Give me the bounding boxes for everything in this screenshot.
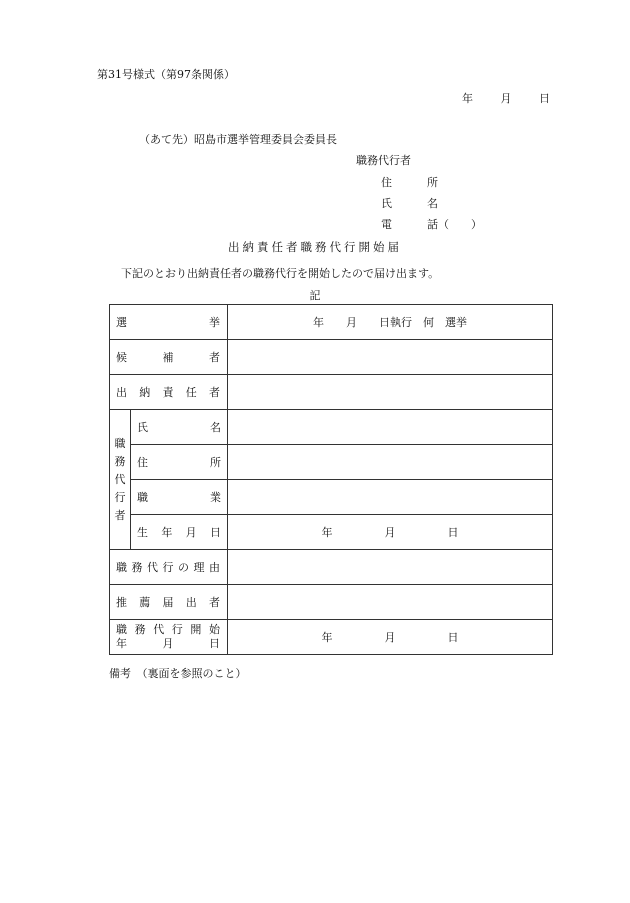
recommender-label-2: 薦	[139, 596, 151, 609]
recommender-value[interactable]	[228, 585, 553, 620]
row-agent-occupation	[110, 480, 553, 515]
start-label-6: 始	[208, 623, 220, 636]
recommender-label	[110, 585, 228, 620]
treasurer-label-3: 責	[162, 386, 174, 399]
candidate-label-3: 者	[209, 351, 220, 364]
reason-label	[110, 550, 228, 585]
date-day: 日	[539, 92, 550, 105]
election-label-1: 選	[116, 316, 127, 329]
row-candidate	[110, 340, 553, 375]
election-label-2: 挙	[209, 316, 220, 329]
agent-address-value[interactable]	[228, 445, 553, 480]
agent-title: 職務代行者	[356, 154, 411, 167]
start-label-1: 職	[116, 623, 127, 636]
agent-phone-label-1: 電	[381, 218, 392, 231]
reason-label-2: 務	[131, 561, 143, 574]
agent-address-sublabel	[131, 445, 228, 480]
group-label-1: 職	[114, 436, 126, 450]
row-election	[110, 305, 553, 340]
start-label-3: 代	[153, 623, 165, 636]
agent-address-label-1: 住	[381, 176, 392, 189]
candidate-label-1: 候	[116, 351, 127, 364]
agent-occupation-value[interactable]	[228, 480, 553, 515]
birth-day: 日	[447, 526, 459, 539]
recommender-label-1: 推	[116, 596, 127, 609]
agent-name-sublabel	[131, 410, 228, 445]
group-label-3: 代	[114, 472, 126, 486]
candidate-value[interactable]	[228, 340, 553, 375]
treasurer-value[interactable]	[228, 375, 553, 410]
start-date-value[interactable]	[228, 620, 553, 655]
row-agent-address	[110, 445, 553, 480]
date-month: 月	[500, 92, 512, 105]
date-year: 年	[462, 92, 473, 105]
notes: 備考 （裏面を参照のこと）	[109, 667, 247, 680]
addressee: （あて先）昭島市選挙管理委員会委員長	[139, 133, 337, 146]
reason-label-3: 代	[147, 561, 158, 574]
agent-phone-label-2: 話（ ）	[427, 218, 482, 231]
agent-name-label-2: 名	[427, 197, 438, 210]
election-label	[110, 305, 228, 340]
treasurer-label-4: 任	[185, 386, 197, 399]
reason-label-1: 職	[116, 561, 127, 574]
agent-address-row	[381, 174, 438, 190]
agent-birth-sublabel	[131, 515, 228, 550]
agent-name-row	[381, 195, 438, 211]
start-label-year: 年	[116, 637, 127, 650]
agent-occupation-sublabel	[131, 480, 228, 515]
treasurer-label-5: 者	[209, 386, 220, 399]
row-reason	[110, 550, 553, 585]
intro-text: 下記のとおり出納責任者の職務代行を開始したので届け出ます。	[121, 267, 440, 280]
reason-value[interactable]	[228, 550, 553, 585]
sub-occupation-1: 職	[137, 491, 148, 504]
recommender-label-3: 届	[162, 596, 174, 609]
reason-label-4: 行	[162, 561, 174, 574]
ki-heading: 記	[309, 289, 321, 302]
reason-label-6: 理	[193, 561, 205, 574]
agent-birth-value[interactable]	[228, 515, 553, 550]
start-date-label	[110, 620, 228, 655]
candidate-label-2: 補	[162, 351, 174, 364]
agent-name-label-1: 氏	[381, 197, 392, 210]
submission-date	[462, 90, 550, 106]
treasurer-label-2: 納	[139, 386, 151, 399]
election-value[interactable]	[228, 305, 553, 340]
agent-group-label	[110, 410, 131, 550]
sub-address-1: 住	[137, 456, 148, 469]
start-month: 月	[384, 631, 396, 644]
sub-birth-2: 年	[161, 526, 173, 539]
treasurer-label	[110, 375, 228, 410]
start-label-day: 日	[209, 637, 220, 650]
start-day: 日	[447, 631, 459, 644]
row-agent-birth	[110, 515, 553, 550]
group-label-5: 者	[114, 508, 126, 522]
recommender-label-5: 者	[209, 596, 220, 609]
reason-label-7: 由	[209, 561, 220, 574]
form-number: 第31号様式（第97条関係）	[97, 68, 235, 81]
sub-name-2: 名	[210, 421, 221, 434]
sub-birth-3: 月	[185, 526, 197, 539]
sub-birth-4: 日	[209, 526, 221, 539]
sub-birth-1: 生	[137, 526, 148, 539]
agent-address-label-2: 所	[427, 176, 438, 189]
birth-year: 年	[321, 526, 333, 539]
agent-name-value[interactable]	[228, 410, 553, 445]
group-label-2: 務	[114, 454, 126, 468]
recommender-label-4: 出	[185, 596, 197, 609]
start-label-4: 行	[171, 623, 183, 636]
treasurer-label-1: 出	[116, 386, 127, 399]
notification-table	[109, 304, 553, 655]
agent-phone-row	[381, 216, 482, 232]
sub-occupation-2: 業	[210, 491, 221, 504]
row-start-date	[110, 620, 553, 655]
row-agent-name	[110, 410, 553, 445]
election-value-text: 年 月 日執行 何 選挙	[313, 316, 467, 329]
row-recommender	[110, 585, 553, 620]
birth-month: 月	[384, 526, 396, 539]
start-label-5: 開	[190, 623, 202, 636]
candidate-label	[110, 340, 228, 375]
start-year: 年	[321, 631, 333, 644]
start-label-month: 月	[162, 637, 174, 650]
group-label-4: 行	[114, 490, 126, 504]
row-treasurer	[110, 375, 553, 410]
reason-label-5: の	[178, 561, 189, 574]
sub-name-1: 氏	[137, 421, 148, 434]
start-label-2: 務	[134, 623, 146, 636]
document-title: 出納責任者職務代行開始届	[228, 240, 402, 254]
sub-address-2: 所	[210, 456, 221, 469]
